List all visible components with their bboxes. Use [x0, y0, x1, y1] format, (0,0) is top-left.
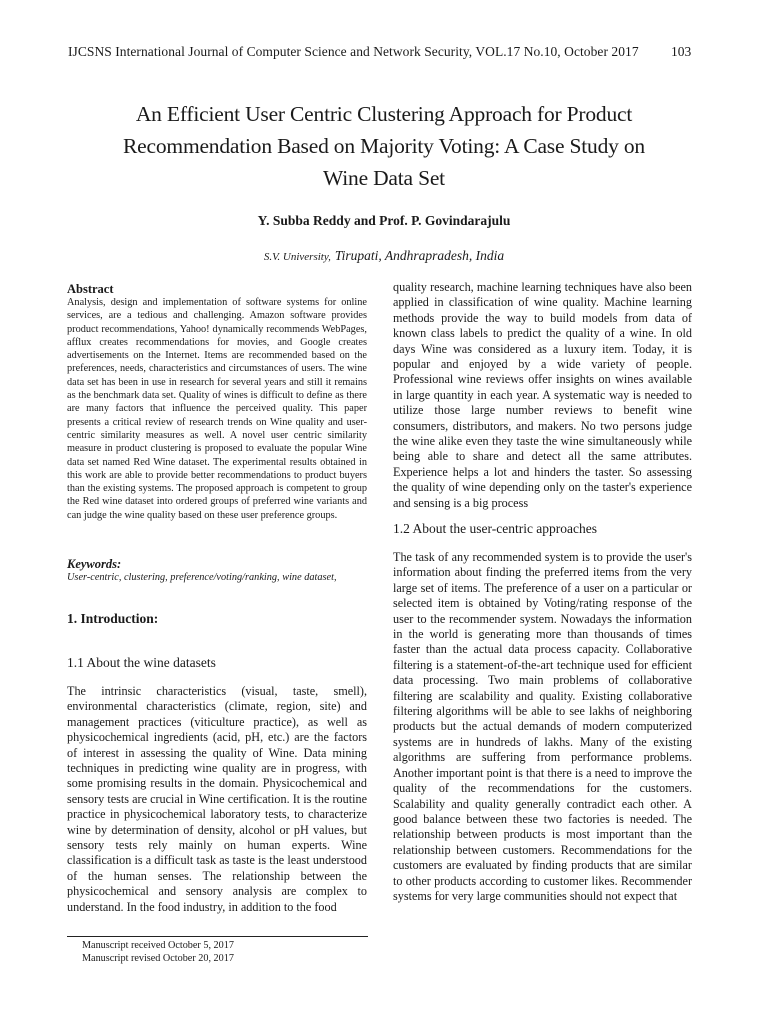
page-number: 103 [671, 44, 692, 59]
author-list: Y. Subba Reddy and Prof. P. Govindarajulu [257, 213, 511, 228]
abstract-text: Analysis, design and implementation of software systems for online services, are a tedious and challenging. Amazon software provides product recommendations, Yahoo! dynamically recommends WebPages, afflux creates recommendations for movies, and Google creates advertisements on the Internet. Items are recommended based on the preferences, needs, characteristics and circumstances of users. The wine data set has been in use in research for several years and still it remains as the benchmark data set. Quality of wines is difficult to define as there are many factors that influence the perceived quality. This paper presents a critical review of research trends on Wine quality and user-centric similarity measures as well. A novel user centric similarity measure in product clustering is proposed to evaluate the popular Wine data set named Red Wine dataset. The experimental results obtained in this work are able to provide better recommendations to product buyers than the existing systems. The proposed approach is competent to group the Red wine dataset into ordered groups of preferred wine variants and can judge the wine quality based on these user preference groups. [67, 297, 367, 521]
abstract-heading: Abstract [67, 282, 114, 296]
subsection-heading-1-2: 1.2 About the user-centric approaches [393, 521, 598, 536]
footnote-divider [67, 936, 368, 937]
title-line: Wine Data Set [323, 166, 445, 190]
keywords-text: User-centric, clustering, preference/voting/ranking, wine dataset, [67, 572, 337, 583]
affiliation [0, 247, 768, 265]
section-heading-introduction: 1. Introduction: [67, 611, 159, 626]
title-line: An Efficient User Centric Clustering Approach for Product [135, 102, 633, 126]
body-paragraph: The intrinsic characteristics (visual, taste, smell), environmental characteristics (climate, region, site) and management practices (viticulture practice), as well as physicochemical ingredients (acid, pH, etc.) are the factors of interest in assessing the quality of Wine. Data mining techniques in predicting wine quality are in progress, with some promising results in the domain. Physicochemical and sensory tests are crucial in Wine certification. It is the routine practice in physicochemical laboratory tests, to characterize wine by determination of density, alcohol or pH values, but sensory tests rely mainly on human experts. Wine classification is a difficult task as taste is the least understood of the human senses. The relationship between the physicochemical and sensory analysis are complex to understand. In the food industry, in addition to the food [67, 684, 367, 914]
affiliation-location: Tirupati, Andhrapradesh, India [334, 248, 505, 263]
footnote-received: Manuscript received October 5, 2017 [82, 940, 234, 951]
keywords-heading: Keywords: [67, 557, 122, 571]
paper-title [60, 98, 708, 194]
body-paragraph: The task of any recommended system is to provide the user's information about finding the preferred items from the very large set of items. The preference of a user on a particular or selected item is obtained by Voting/rating response of the user to the recommender system. Nowadays the information in the world is generating more than thousands of times faster than the actual data process capacity. Collaborative filtering is a statement-of-the-art technique used for efficient data processing. Two main problems of collaborative filtering are scalability and quality. Existing collaborative filtering algorithms will be able to see lakhs of neighboring products but the actual demands of modern computerized systems are in hundreds of lakhs. Many of the existing algorithms are suffering from performance problems. Another important point is that there is a need to improve the quality of the recommendations for the customers. Scalability and quality generally contradict each other. A good balance between these two factories is needed. The relationship between products is most important than the relationship between customers. Recommendations for the customers are evaluated by finding products that are similar to other products according to customer likes. Recommender systems for very large communities should not expect that [393, 550, 692, 903]
journal-header: IJCSNS International Journal of Computer Science and Network Security, VOL.17 No.10, October 2017 [68, 44, 639, 59]
affiliation-university: S.V. University, [263, 251, 331, 263]
body-paragraph: quality research, machine learning techniques have also been applied in classification of wine quality. Machine learning methods provide the way to build models from data of known class labels to predict the quality of a wine. In old days Wine was considered as a luxury item. Today, it is popular and enjoyed by a wide variety of people. Professional wine reviews offer insights on wines available in large quantity in each year. A systematic way is needed to utilize those large number reviews to benefit wine consumers, distributors, and makers. No two persons judge the wine alike even they taste the wine simultaneously while being able to share and detect all the same attributes. Experience helps a lot and hinders the taster. So assessing the quality of wine depending only on the taster's experience and sensing is a big process [393, 280, 692, 510]
footnote-revised: Manuscript revised October 20, 2017 [82, 953, 234, 964]
title-line: Recommendation Based on Majority Voting: A Case Study on [123, 134, 645, 158]
subsection-heading-1-1: 1.1 About the wine datasets [67, 655, 216, 670]
